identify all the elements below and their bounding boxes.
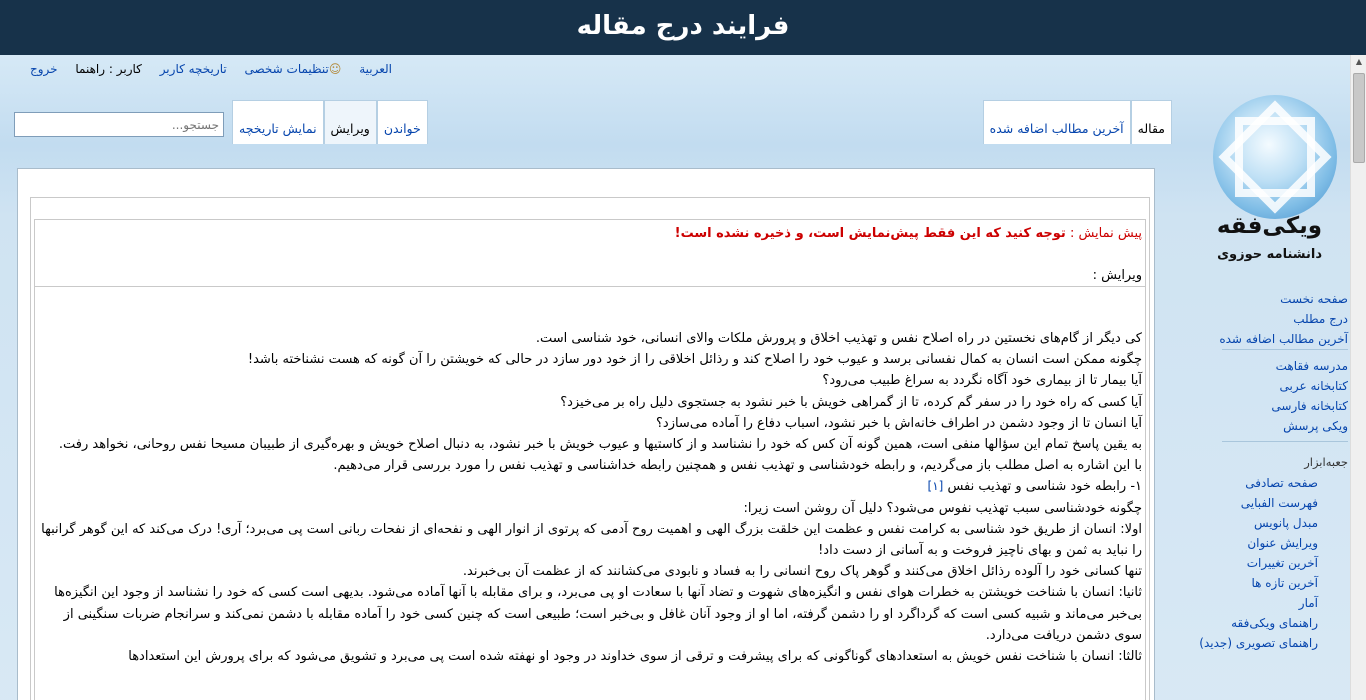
nav-item-recent-additions[interactable]: آخرین مطالب اضافه شده [1219, 332, 1348, 346]
contributions-link[interactable]: تاریخچه کاربر [159, 62, 227, 76]
navigation-list [1219, 289, 1348, 349]
tab-recent-additions[interactable]: آخرین مطالب اضافه شده [983, 100, 1131, 144]
toolbox-item[interactable]: مبدل پانویس [1253, 516, 1318, 530]
user-settings-icon: ☺ [328, 62, 342, 76]
preview-warning: توجه کنید که این فقط پیش‌نمایش است، و ذخیره نشده است! [674, 226, 1066, 241]
related-sites-list [1271, 356, 1348, 436]
toolbox-item[interactable]: ویرایش عنوان [1247, 536, 1318, 550]
nav-item-arabic-library[interactable]: کتابخانه عربی [1279, 379, 1348, 393]
nav-item-wiki-question[interactable]: ویکی پرسش [1283, 419, 1348, 433]
toolbox-item[interactable]: راهنمای تصویری (جدید) [1199, 636, 1318, 650]
toolbox-title: جعبه‌ابزار [1304, 455, 1348, 469]
article-paragraph: آیا انسان تا از وجود دشمن در اطراف خانه‌اش با خبر نشود، اسباب دفاع را آماده می‌سازد؟ [656, 415, 1142, 431]
namespace-tabs [983, 100, 1172, 144]
toolbox-item[interactable]: فهرست الفبایی [1240, 496, 1318, 510]
preferences-link[interactable]: ☺تنظیمات شخصی [244, 62, 342, 76]
scroll-up-arrow-icon[interactable]: ▲ [1355, 57, 1363, 66]
page-scrollbar[interactable] [1350, 55, 1366, 700]
sidebar [1180, 55, 1350, 700]
article-paragraph: چگونه ممکن است انسان به کمال نفسانی برسد و عیوب خود را اصلاح کند و رذائل اخلاقی را از خود دور سازد در حالی که خویشتن را آن گونه که هست نشناخته باشد! [247, 352, 1142, 368]
article-paragraph: با این اشاره به اصل مطلب باز می‌گردیم، و رابطه خودشناسی و تهذیب نفس و همچنین رابطه خداشناسی و تهذیب نفس را مورد بررسی قرار می‌دهیم. [333, 458, 1142, 474]
article-paragraph: آیا بیمار تا از بیماری خود آگاه نگردد به سراغ طبیب می‌رود؟ [822, 373, 1142, 389]
logo-star-icon-2 [1235, 117, 1315, 197]
search-input[interactable] [14, 112, 224, 137]
footnote-link[interactable]: [۱] [927, 479, 944, 494]
nav-item-add-content[interactable]: درج مطلب [1293, 312, 1348, 326]
current-user: کاربر : راهنما [75, 62, 142, 76]
preview-divider [35, 286, 1145, 287]
article-paragraph: ثالثا: انسان با شناخت نفس خویش به استعدادهای گوناگونی که برای پیشرفت و ترقی از سوی خداوند در وجود او نهفته شده است پی می‌برد و تشویق می‌شود که برای پرورش این استعدادها [128, 649, 1142, 665]
article-paragraph: آیا کسی که راه خود را در سفر گم کرده، تا از گمراهی خویش با خبر نشود به جستجوی دلیل راه بر می‌خیزد؟ [560, 394, 1142, 410]
scroll-thumb[interactable] [1353, 73, 1365, 163]
logout-link[interactable]: خروج [29, 62, 58, 76]
page-title: فرایند درج مقاله [576, 11, 790, 41]
tab-article[interactable]: مقاله [1131, 100, 1172, 144]
edit-label: ویرایش : [1092, 268, 1142, 283]
tab-edit[interactable]: ویرایش [324, 100, 377, 144]
article-paragraph: تنها کسانی خود را آلوده رذائل اخلاق می‌کنند و گوهر پاک روح انسانی را به فساد و نابودی می‌کشانند که از عظمت آن بی‌خبرند. [462, 564, 1142, 580]
nav-item-persian-library[interactable]: کتابخانه فارسی [1271, 399, 1348, 413]
toolbox-item[interactable]: آخرین تازه ها [1251, 576, 1318, 590]
edit-frame [30, 197, 1150, 700]
view-tabs [232, 100, 428, 144]
toolbox-item[interactable]: راهنمای ویکی‌فقه [1231, 616, 1318, 630]
logo-title: ویکی‌فقه [1216, 213, 1322, 239]
nav-item-main-page[interactable]: صفحه نخست [1280, 292, 1348, 306]
article-paragraph: چگونه خودشناسی سبب تهذیب نفوس می‌شود؟ دلیل آن روشن است زیرا: [743, 500, 1142, 516]
article-section-heading: ۱- رابطه خود شناسی و تهذیب نفس [۱] [927, 479, 1142, 495]
preview-notice [675, 226, 1142, 241]
toolbox-item[interactable]: صفحه تصادفی [1245, 476, 1318, 490]
content-area [17, 168, 1155, 700]
preview-label: پیش نمایش : [1065, 226, 1142, 241]
sidebar-divider [1222, 441, 1348, 442]
article-paragraph: ثانیا: انسان با شناخت خویشتن به خطرات هوای نفس و انگیزه‌های شهوت و تضاد آنها با سعادت او پی می‌برد، و برای مقابله با آنها آماده می‌شود. بدیهی است کسی که خود را نشناسد از وجود این انگیزه‌ها بی‌خبر می‌ماند و شبیه کسی است که گرداگرد او را دشمن گرفته، اما او از وجود آنان غافل و بی‌خبر است؛ طبیعی است که چنین کسی خود را آماده مقابله با دشمن نمی‌کند و سرانجام ضربات سنگینی از سوی دشمن دریافت می‌دارد. [54, 585, 1142, 643]
logo-subtitle: دانشنامه حوزوی [1217, 247, 1322, 262]
personal-tools [12, 62, 392, 80]
article-paragraph: کی دیگر از گام‌های نخستین در راه اصلاح نفس و تهذیب اخلاق و پرورش ملکات والای انسانی، خود شناسی است. [535, 331, 1142, 346]
tab-read[interactable]: خواندن [377, 100, 428, 144]
sidebar-divider [1222, 349, 1348, 350]
toolbox-item[interactable]: آخرین تغییرات [1246, 556, 1318, 570]
toolbox-list [1199, 473, 1318, 653]
language-link[interactable]: العربية [359, 62, 392, 76]
article-body [38, 328, 1142, 667]
toolbox-item[interactable]: آمار [1298, 596, 1318, 610]
article-paragraph: به یقین پاسخ تمام این سؤالها منفی است، همین گونه آن کس که خود را نشناسد و از کاستیها و عیوب خویش با خبر نشود، به دنبال اصلاح خویش و بهره‌گیری از طبیبان مسیحا نفس روحانی، نخواهد رفت. [58, 437, 1142, 453]
article-paragraph: اولا: انسان از طریق خود شناسی به کرامت نفس و عظمت این خلقت بزرگ الهی و اهمیت روح آدمی که پرتوی از انوار الهی و نفحه‌ای از نفحات ربانی است پی می‌برد؛ آری! درک می‌کند که این گوهر گرانبها را نباید به ثمن و بهای ناچیز فروخت و به آسانی از دست داد! [41, 521, 1142, 559]
page-header [0, 0, 1366, 55]
tab-history[interactable]: نمایش تاریخچه [232, 100, 324, 144]
nav-item-feqahat-school[interactable]: مدرسه فقاهت [1275, 359, 1348, 373]
preview-box [34, 219, 1146, 700]
site-logo[interactable] [1213, 95, 1337, 219]
